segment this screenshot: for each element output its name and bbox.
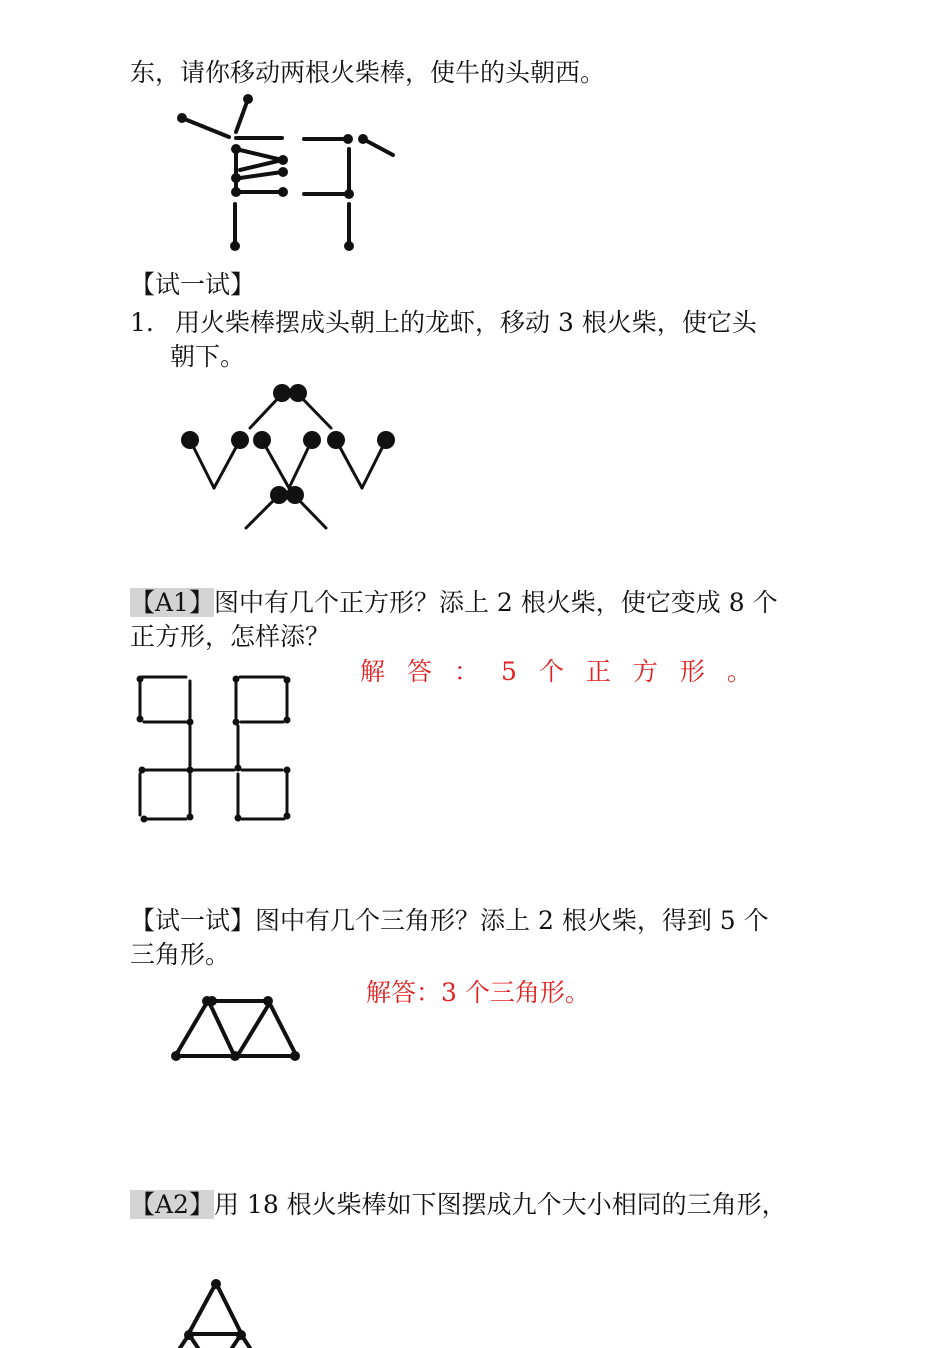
try1-item-number: 1. (130, 308, 154, 337)
try1-line2: 朝下。 (170, 342, 246, 371)
a1-line2: 正方形，怎样添？ (130, 622, 331, 651)
a1-line1: 图中有几个正方形？添上 2 根火柴，使它变成 8 个 (213, 588, 778, 617)
a2-tag: 【A2】 (130, 1190, 214, 1219)
try2-line2: 三角形。 (130, 940, 231, 969)
try1-heading: 【试一试】 (130, 270, 256, 299)
a1-answer: 解答：5个正方形。 (360, 657, 774, 686)
a2-line1: 用 18 根火柴棒如下图摆成九个大小相同的三角形， (213, 1190, 787, 1219)
intro-tail-text: 东，请你移动两根火柴棒，使牛的头朝西。 (130, 58, 606, 87)
try2-tag: 【试一试】 (130, 906, 256, 935)
try1-line1: 用火柴棒摆成头朝上的龙虾，移动 3 根火柴，使它头 (175, 308, 757, 337)
try2-line1: 图中有几个三角形？添上 2 根火柴，得到 5 个 (255, 906, 769, 935)
a1-tag: 【A1】 (130, 588, 214, 617)
try2-answer: 解答：3 个三角形。 (366, 978, 590, 1007)
